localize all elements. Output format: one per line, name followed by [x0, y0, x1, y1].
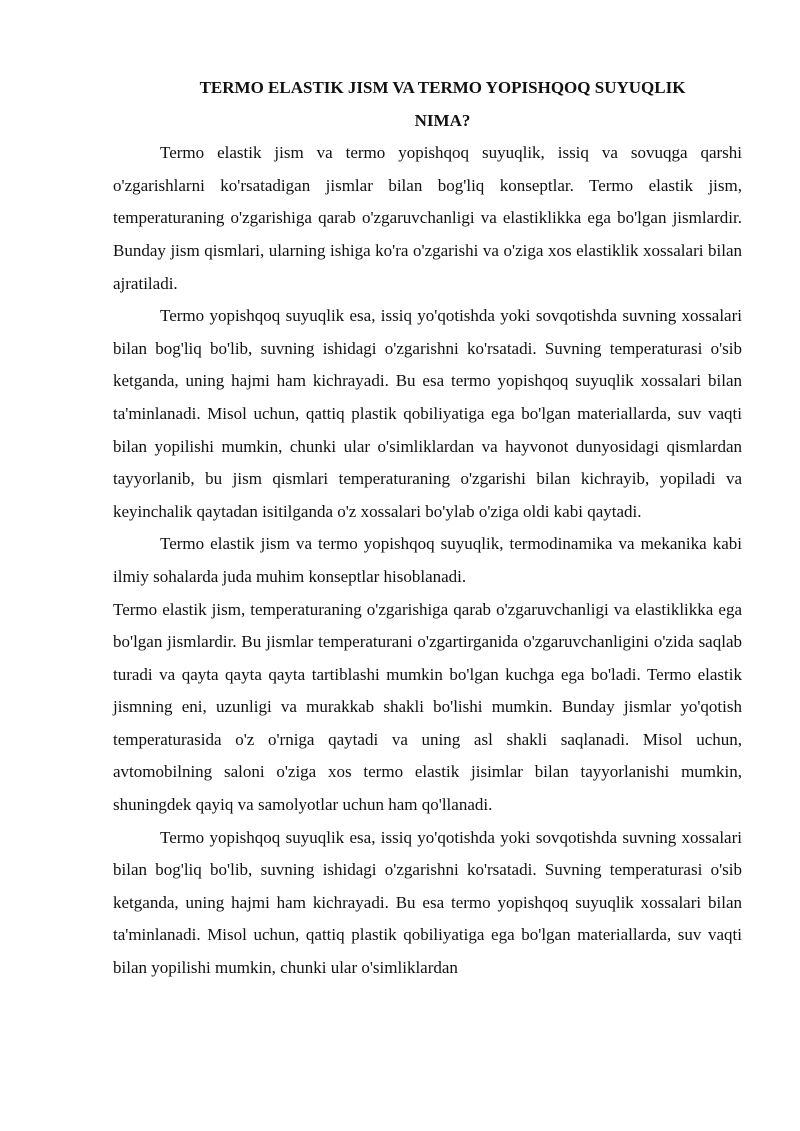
- paragraph-importance: Termo elastik jism va termo yopishqoq suyuqlik, termodinamika va mekanika kabi ilmiy sohalarda juda muhim konseptlar hisoblanadi.: [113, 534, 742, 586]
- page-title: TERMO ELASTIK JISM VA TERMO YOPISHQOQ SUYUQLIK NIMA?: [199, 78, 686, 130]
- paragraph-intro: Termo elastik jism va termo yopishqoq suyuqlik, issiq va sovuqga qarshi o'zgarishlarni ko'rsatadigan jismlar bilan bog'liq konseptlar. Termo elastik jism, temperaturaning o'zgarishiga qarab o'zgaruvchanligi va elastiklikka ega bo'lgan jismlardir. Bunday jism qismlari, ularning ishiga ko'ra o'zgarishi va o'ziga xos elastiklik xossalari bilan ajratiladi.: [113, 143, 742, 293]
- paragraph-viscous-liquid: Termo yopishqoq suyuqlik esa, issiq yo'qotishda yoki sovqotishda suvning xossalari bilan bog'liq bo'lib, suvning ishidagi o'zgarishni ko'rsatadi. Suvning temperaturasi o'sib ketganda, uning hajmi ham kichrayadi. Bu esa termo yopishqoq suyuqlik xossalari bilan ta'minlanadi. Misol uchun, qattiq plastik qobiliyatiga ega bo'lgan materiallarda, suv vaqti bilan yopilishi mumkin, chunki ular o'simliklardan va hayvonot dunyosidagi qismlardan tayyorlanib, bu jism qismlari temperaturaning o'zgarishi bilan kichrayib, yopiladi va keyinchalik qaytadan isitilganda o'z xossalari bo'ylab o'ziga oldi kabi qaytadi.: [113, 306, 742, 521]
- paragraph-viscous-liquid-repeat: Termo yopishqoq suyuqlik esa, issiq yo'qotishda yoki sovqotishda suvning xossalari bilan bog'liq bo'lib, suvning ishidagi o'zgarishni ko'rsatadi. Suvning temperaturasi o'sib ketganda, uning hajmi ham kichrayadi. Bu esa termo yopishqoq suyuqlik xossalari bilan ta'minlanadi. Misol uchun, qattiq plastik qobiliyatiga ega bo'lgan materiallarda, suv vaqti bilan yopilishi mumkin, chunki ular o'simliklardan: [113, 827, 742, 978]
- paragraph-elastic-body: Termo elastik jism, temperaturaning o'zgarishiga qarab o'zgaruvchanligi va elastiklikka ega bo'lgan jismlardir. Bu jismlar temperaturani o'zgartirganida o'zgaruvchanligini o'zida saqlab turadi va qayta qayta qayta tartiblashi mumkin bo'lgan kuchga ega bo'ladi. Termo elastik jismning eni, uzunligi va murakkab shakli bo'lishi mumkin. Bunday jismlar yo'qotish temperaturasida o'z o'rniga qaytadi va uning asl shakli saqlanadi. Misol uchun, avtomobilning saloni o'ziga xos termo elastik jisimlar bilan tayyorlanishi mumkin, shuningdek qayiq va samolyotlar uchun ham qo'llanadi.: [113, 599, 742, 815]
- document-body: [113, 72, 742, 985]
